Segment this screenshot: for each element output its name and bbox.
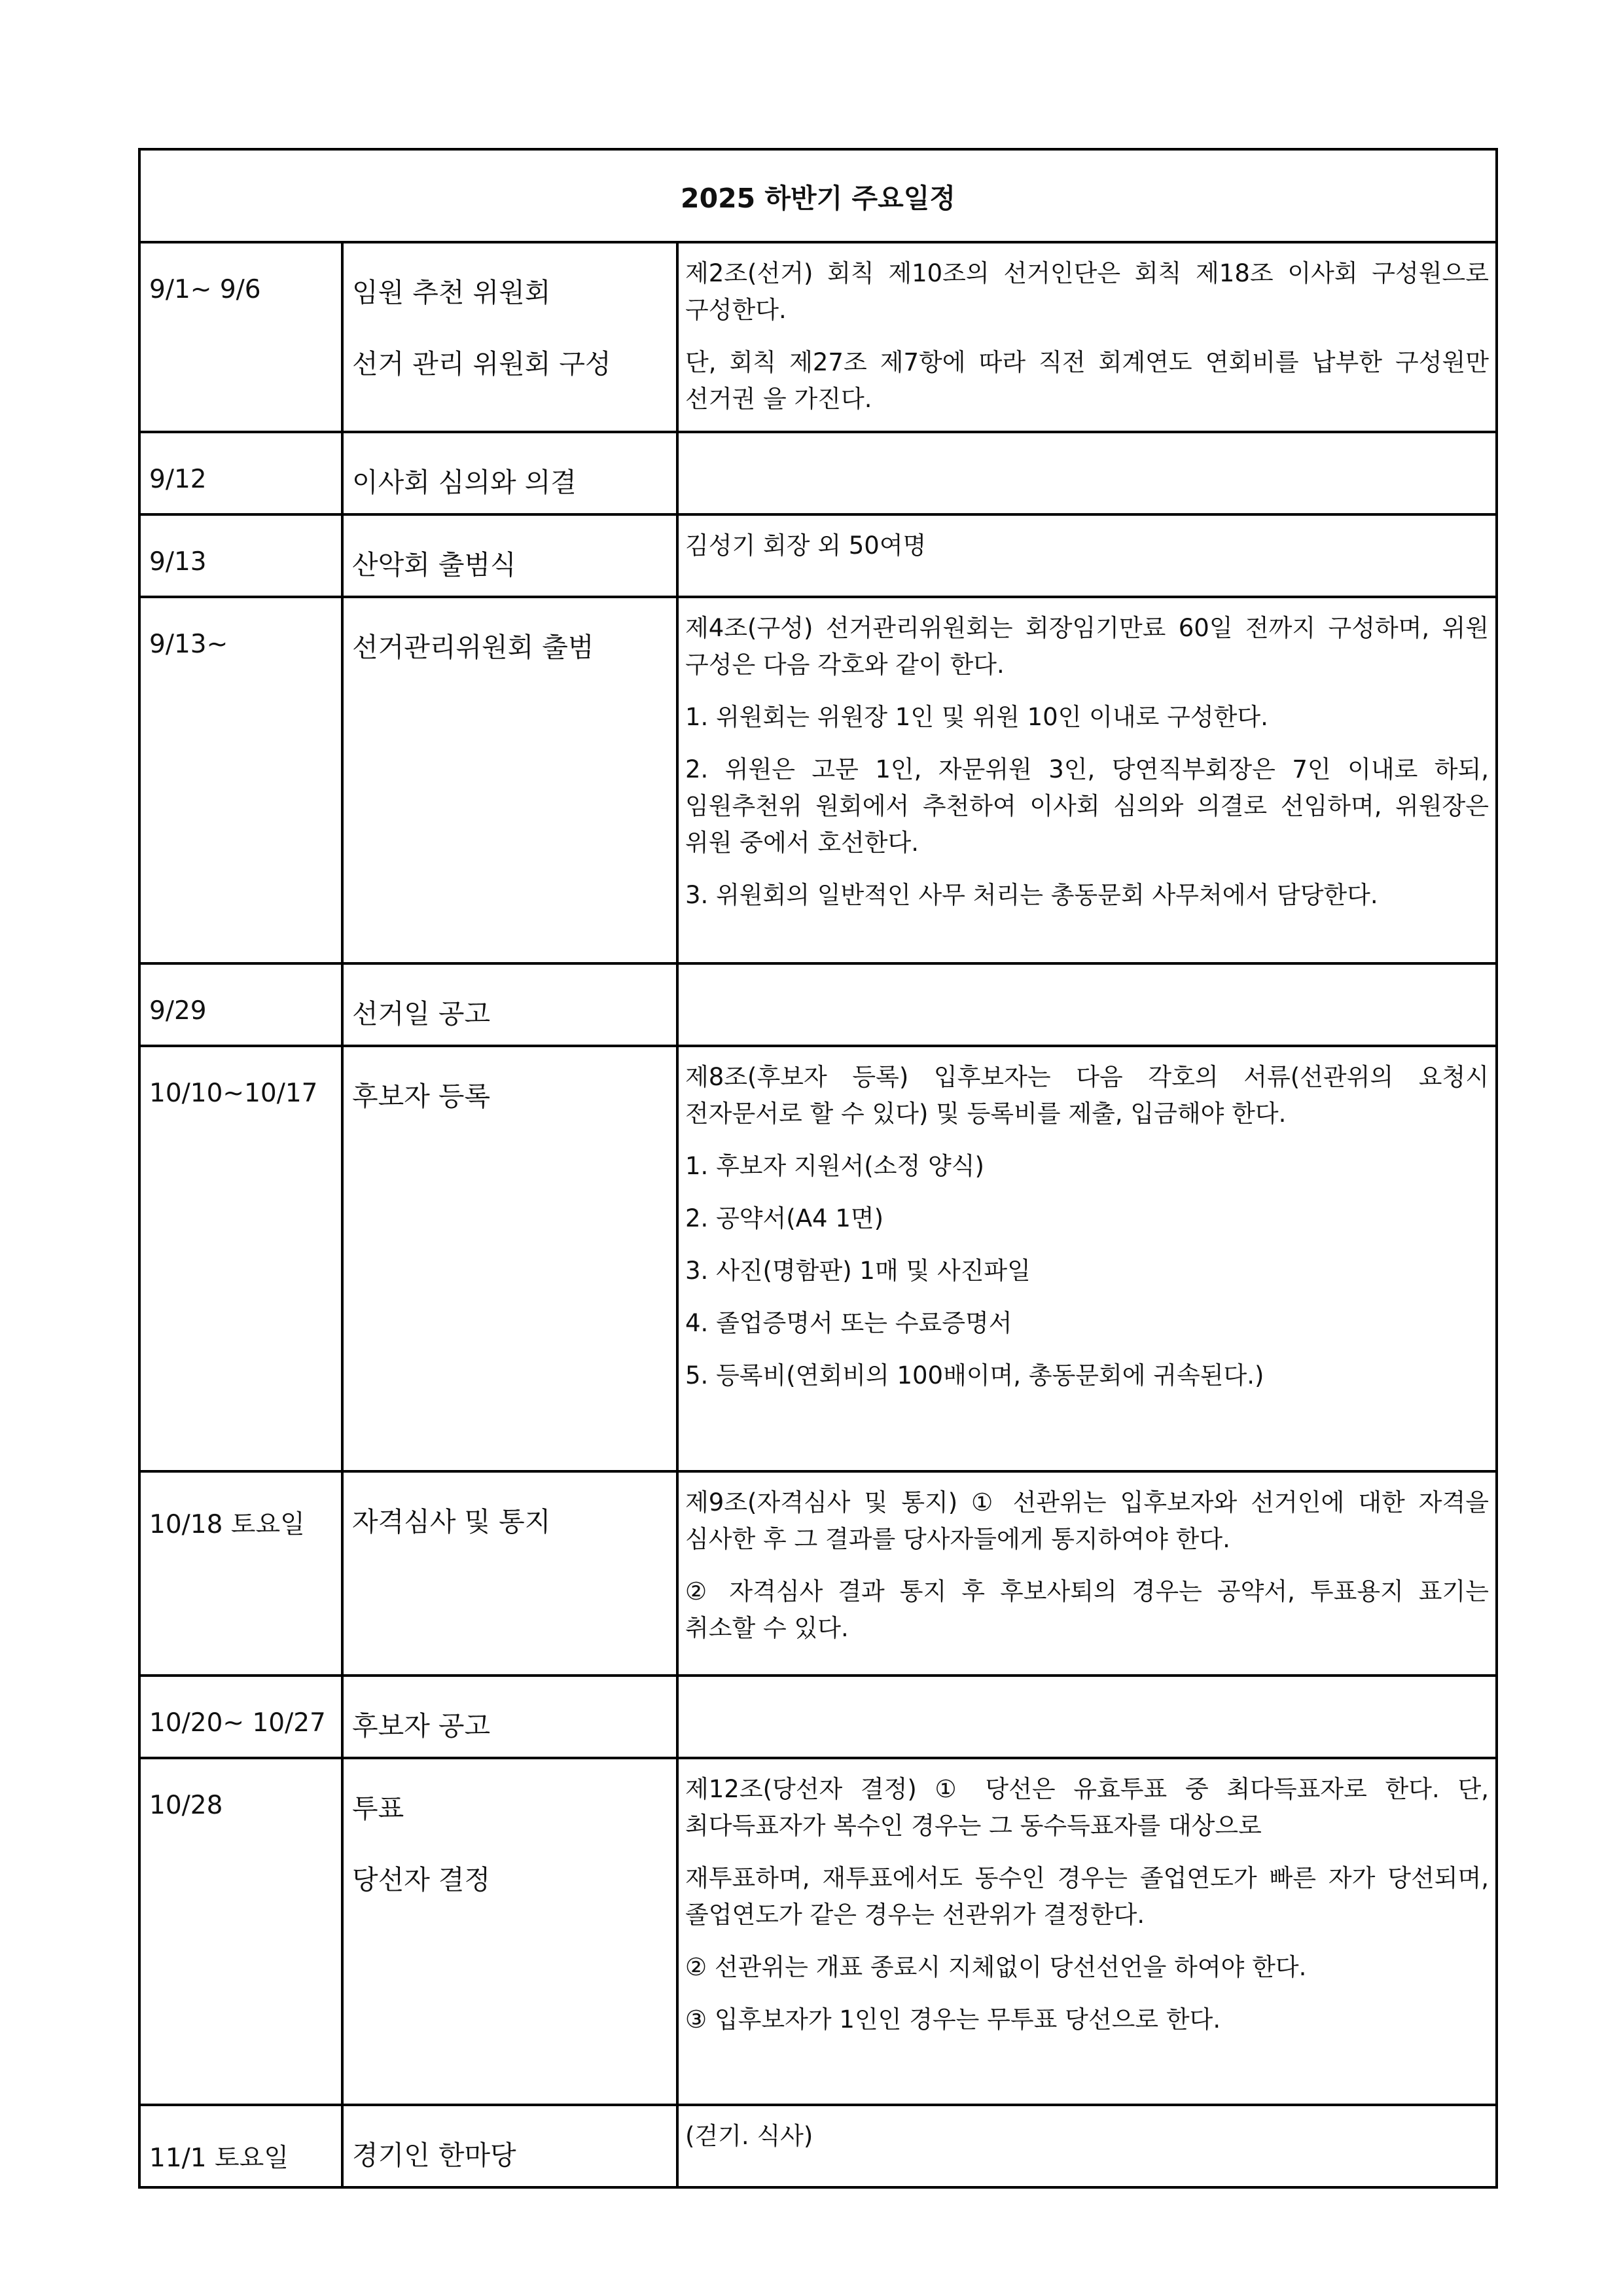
detail-paragraph: 김성기 회장 외 50여명 xyxy=(685,531,927,560)
event-cell xyxy=(342,242,677,432)
event-text: 산악회 출범식 xyxy=(352,549,516,581)
detail-paragraph: 1. 후보자 지원서(소정 양식) xyxy=(685,1152,984,1180)
date-cell xyxy=(139,242,342,432)
detail-cell xyxy=(677,514,1497,597)
schedule-row xyxy=(139,1471,1497,1676)
event-text: 후보자 등록 xyxy=(352,1081,491,1112)
detail-paragraph: ② 선관위는 개표 종료시 지체없이 당선선언을 하여야 한다. xyxy=(685,1953,1307,1981)
date-text: 10/28 xyxy=(149,1791,223,1820)
date-cell xyxy=(139,514,342,597)
schedule-title: 2025 하반기 주요일정 xyxy=(139,149,1497,242)
event-cell xyxy=(342,432,677,514)
detail-paragraph: (걷기. 식사) xyxy=(685,2122,813,2150)
event-cell xyxy=(342,514,677,597)
detail-cell xyxy=(677,597,1497,963)
event-text: 투표 xyxy=(352,1793,404,1824)
detail-paragraph: 3. 위원회의 일반적인 사무 처리는 총동문회 사무처에서 담당한다. xyxy=(685,881,1378,909)
date-text: 9/29 xyxy=(149,996,207,1026)
date-cell xyxy=(139,432,342,514)
schedule-row xyxy=(139,963,1497,1046)
date-text: 9/13~ xyxy=(149,630,228,659)
detail-paragraph: 제2조(선거) 회칙 제10조의 선거인단은 회칙 제18조 이사회 구성원으로 구성한다. xyxy=(685,259,1489,324)
detail-paragraph: 제12조(당선자 결정) ① 당선은 유효투표 중 최다득표자로 한다. 단, 최다득표자가 복수인 경우는 그 동수득표자를 대상으로 xyxy=(685,1775,1489,1840)
schedule-row xyxy=(139,1758,1497,2105)
detail-paragraph: 제4조(구성) 선거관리위원회는 회장임기만료 60일 전까지 구성하며, 위원 구성은 다음 각호와 같이 한다. xyxy=(685,614,1489,679)
schedule-row xyxy=(139,2105,1497,2187)
event-text: 경기인 한마당 xyxy=(352,2140,516,2171)
date-text: 10/10~10/17 xyxy=(149,1079,318,1108)
date-cell xyxy=(139,1471,342,1676)
detail-paragraph: 5. 등록비(연회비의 100배이며, 총동문회에 귀속된다.) xyxy=(685,1361,1264,1390)
title-row xyxy=(139,149,1497,242)
date-text: 10/20~ 10/27 xyxy=(149,1708,326,1738)
date-cell xyxy=(139,1676,342,1758)
detail-paragraph: 2. 위원은 고문 1인, 자문위원 3인, 당연직부회장은 7인 이내로 하되, 임원추천위 원회에서 추천하여 이사회 심의와 의결로 선임하며, 위원장은 위원 중에서 호선한다. xyxy=(685,755,1489,857)
event-cell xyxy=(342,963,677,1046)
schedule-row xyxy=(139,1676,1497,1758)
event-cell xyxy=(342,597,677,963)
date-text: 11/1 토요일 xyxy=(149,2144,289,2173)
event-text: 선거 관리 위원회 구성 xyxy=(352,348,611,380)
detail-cell xyxy=(677,432,1497,514)
date-text: 9/13 xyxy=(149,547,207,577)
detail-paragraph: 제8조(후보자 등록) 입후보자는 다음 각호의 서류(선관위의 요청시 전자문서로 할 수 있다) 및 등록비를 제출, 입금해야 한다. xyxy=(685,1063,1489,1128)
schedule-row xyxy=(139,242,1497,432)
detail-cell xyxy=(677,963,1497,1046)
date-cell xyxy=(139,597,342,963)
event-text: 당선자 결정 xyxy=(352,1864,491,1895)
date-text: 10/18 토요일 xyxy=(149,1510,305,1539)
event-cell xyxy=(342,1758,677,2105)
schedule-row xyxy=(139,514,1497,597)
schedule-row xyxy=(139,597,1497,963)
event-cell xyxy=(342,1471,677,1676)
detail-cell xyxy=(677,2105,1497,2187)
date-text: 9/12 xyxy=(149,465,207,494)
date-cell xyxy=(139,2105,342,2187)
event-text: 선거일 공고 xyxy=(352,998,491,1030)
schedule-row xyxy=(139,1046,1497,1471)
detail-cell xyxy=(677,1676,1497,1758)
detail-paragraph: 1. 위원회는 위원장 1인 및 위원 10인 이내로 구성한다. xyxy=(685,703,1268,731)
detail-cell xyxy=(677,1471,1497,1676)
date-cell xyxy=(139,1046,342,1471)
event-text: 임원 추천 위원회 xyxy=(352,277,551,308)
detail-paragraph: ② 자격심사 결과 통지 후 후보사퇴의 경우는 공약서, 투표용지 표기는 취소할 수 있다. xyxy=(685,1577,1489,1642)
date-cell xyxy=(139,963,342,1046)
detail-cell xyxy=(677,1758,1497,2105)
detail-paragraph: 4. 졸업증명서 또는 수료증명서 xyxy=(685,1309,1012,1337)
event-text: 자격심사 및 통지 xyxy=(352,1506,551,1537)
detail-paragraph: 3. 사진(명함판) 1매 및 사진파일 xyxy=(685,1257,1031,1285)
event-text: 이사회 심의와 의결 xyxy=(352,467,577,498)
schedule-table xyxy=(138,148,1498,2189)
date-text: 9/1~ 9/6 xyxy=(149,275,261,304)
detail-cell xyxy=(677,1046,1497,1471)
detail-paragraph: 2. 공약서(A4 1면) xyxy=(685,1204,884,1232)
detail-paragraph: 단, 회칙 제27조 제7항에 따라 직전 회계연도 연회비를 납부한 구성원만 선거권 을 가진다. xyxy=(685,348,1489,413)
detail-paragraph: 재투표하며, 재투표에서도 동수인 경우는 졸업연도가 빠른 자가 당선되며, 졸업연도가 같은 경우는 선관위가 결정한다. xyxy=(685,1864,1489,1929)
date-cell xyxy=(139,1758,342,2105)
detail-cell xyxy=(677,242,1497,432)
detail-paragraph: ③ 입후보자가 1인인 경우는 무투표 당선으로 한다. xyxy=(685,2005,1221,2034)
event-cell xyxy=(342,2105,677,2187)
event-cell xyxy=(342,1676,677,1758)
event-text: 선거관리위원회 출범 xyxy=(352,632,594,663)
event-cell xyxy=(342,1046,677,1471)
event-text: 후보자 공고 xyxy=(352,1710,491,1742)
detail-paragraph: 제9조(자격심사 및 통지) ① 선관위는 입후보자와 선거인에 대한 자격을 심사한 후 그 결과를 당사자들에게 통지하여야 한다. xyxy=(685,1488,1489,1553)
schedule-row xyxy=(139,432,1497,514)
